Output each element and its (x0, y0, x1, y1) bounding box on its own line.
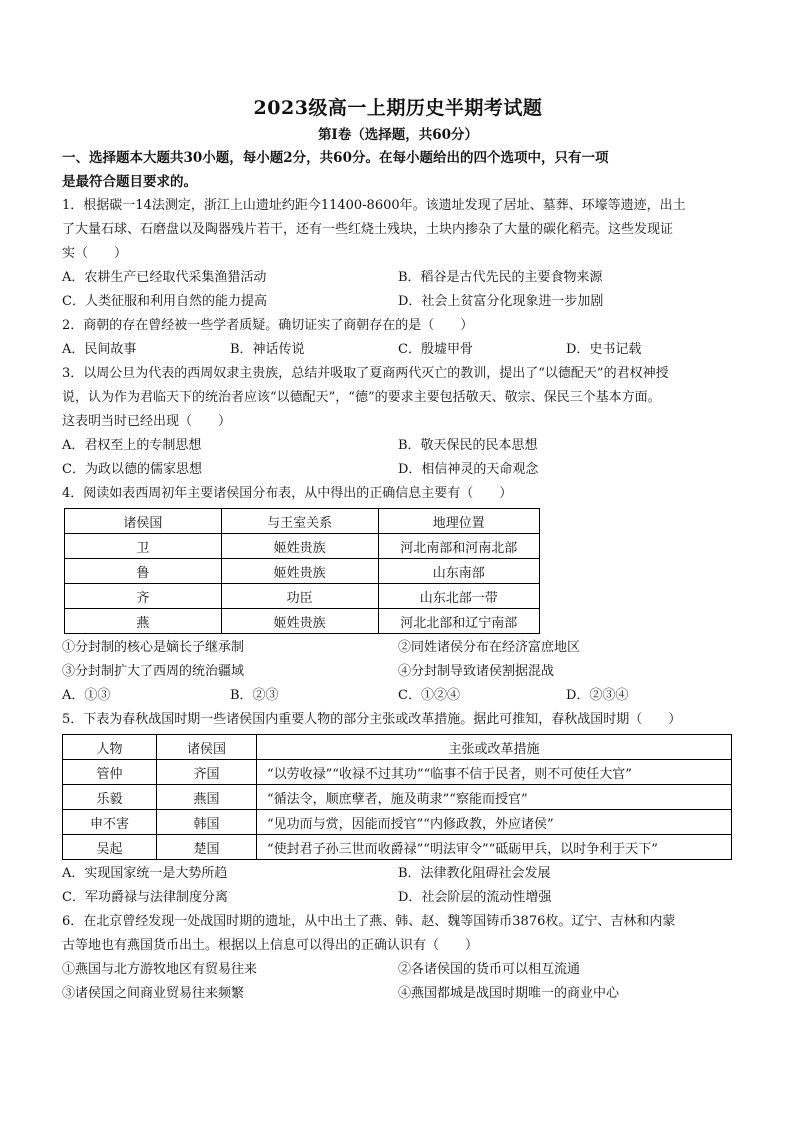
table-cell: 乐毅 (63, 785, 157, 810)
question-4-statements-row-1 (62, 636, 734, 660)
table-cell: 山东南部 (378, 559, 540, 584)
question-1-options-row-1 (62, 266, 734, 290)
table-header-row (63, 735, 732, 760)
question-5-options-row-1 (62, 862, 734, 886)
statement-2: ②各诸侯国的货币可以相互流通 (398, 962, 581, 977)
table-cell: “循法令，顺庶孽者，施及萌隶”“察能而授官” (257, 785, 732, 810)
table-cell: 功臣 (221, 584, 378, 609)
table-row (65, 584, 540, 609)
table-cell: 燕 (65, 609, 222, 634)
table-cell: 鲁 (65, 559, 222, 584)
exam-title: 2023级高一上期历史半期考试题 (253, 97, 543, 119)
table-cell: 山东北部一带 (378, 584, 540, 609)
option-a[interactable]: A．农耕生产已经取代采集渔猎活动 (62, 270, 267, 285)
option-c[interactable]: C．人类征服和利用自然的能力提高 (62, 294, 267, 309)
statement-4: ④燕国都城是战国时期唯一的商业中心 (398, 986, 620, 1001)
question-6-line-1: 6．在北京曾经发现一处战国时期的遗址，从中出土了燕、韩、赵、魏等国铸币3876枚。辽宁、吉林和内蒙 (62, 914, 676, 929)
option-c[interactable]: C．殷墟甲骨 (398, 342, 473, 357)
question-1-options-row-2 (62, 290, 734, 314)
table-header: 人物 (63, 735, 157, 760)
table-cell: “使封君子孙三世而收爵禄”“明法审令”“砥砺甲兵，以时争利于天下” (257, 835, 732, 860)
option-a[interactable]: A．民间故事 (62, 342, 137, 357)
question-3-line-2: 说，认为作为君临天下的统治者应该“以德配天”，“德”的要求主要包括敬天、敬宗、保民三个基本方面。 (62, 390, 661, 405)
option-c[interactable]: C．①②④ (398, 688, 460, 703)
table-cell: 齐 (65, 584, 222, 609)
statement-2: ②同姓诸侯分布在经济富庶地区 (398, 640, 581, 655)
question-6-statements-row-1 (62, 958, 734, 982)
option-d[interactable]: D．社会阶层的流动性增强 (398, 890, 552, 905)
question-1 (62, 194, 734, 266)
question-1-line-2: 了大量石球、石磨盘以及陶器残片若干，还有一些红烧土残块，土块内掺杂了大量的碳化稻壳。这些发现证 (62, 222, 674, 237)
section-1-line-1: 一、选择题本大题共30小题，每小题2分，共60分。在每小题给出的四个选项中，只有一项 (62, 150, 609, 166)
section-1-line-2: 是最符合题目要求的。 (62, 174, 197, 190)
table-cell: 河北北部和辽宁南部 (378, 609, 540, 634)
option-b[interactable]: B．稻谷是古代先民的主要食物来源 (398, 270, 603, 285)
question-6-line-2: 古等地也有燕国货币出土。根据以上信息可以得出的正确认识有（ ） (62, 938, 479, 953)
question-4: 4．阅读如表西周初年主要诸侯国分布表，从中得出的正确信息主要有（ ） (62, 486, 513, 501)
table-row (63, 810, 732, 835)
table-header: 与王室关系 (221, 509, 378, 534)
option-b[interactable]: B．敬天保民的民本思想 (398, 438, 538, 453)
table-header-row (65, 509, 540, 534)
table-cell: 管仲 (63, 760, 157, 785)
exam-subtitle: 第Ⅰ卷（选择题，共60分） (317, 127, 479, 143)
table-row (65, 559, 540, 584)
option-a[interactable]: A．①③ (62, 688, 111, 703)
question-1-line-1: 1．根据碳一14法测定，浙江上山遗址约距今11400-8600年。该遗址发现了居址、墓葬、环壕等遗迹，出土 (62, 198, 686, 213)
table-row (63, 835, 732, 860)
option-a[interactable]: A．君权至上的专制思想 (62, 438, 202, 453)
statement-1: ①燕国与北方游牧地区有贸易往来 (62, 962, 258, 977)
option-b[interactable]: B．②③ (230, 688, 279, 703)
table-row (65, 534, 540, 559)
statement-3: ③诸侯国之间商业贸易往来频繁 (62, 986, 245, 1001)
reform-measures-table (62, 734, 732, 860)
question-3-line-3: 这表明当时已经出现（ ） (62, 414, 232, 429)
question-3-options-row-1 (62, 434, 734, 458)
table-cell: 燕国 (157, 785, 257, 810)
option-c[interactable]: C．为政以德的儒家思想 (62, 462, 202, 477)
option-b[interactable]: B．法律教化阻碍社会发展 (398, 866, 551, 881)
table-row (63, 760, 732, 785)
statement-4: ④分封制导致诸侯割据混战 (398, 664, 555, 679)
table-cell: “以劳收禄”“收禄不过其功”“临事不信于民者，则不可使任大官” (257, 760, 732, 785)
table-cell: 姬姓贵族 (221, 609, 378, 634)
option-b[interactable]: B．神话传说 (230, 342, 305, 357)
table-cell: 卫 (65, 534, 222, 559)
question-3-line-1: 3．以周公旦为代表的西周奴隶主贵族，总结并吸取了夏商两代灭亡的教训，提出了“以德配天”的君权神授 (62, 366, 669, 381)
table-header: 主张或改革措施 (257, 735, 732, 760)
table-row (63, 785, 732, 810)
question-3-options-row-2 (62, 458, 734, 482)
question-6 (62, 910, 734, 958)
question-2-options (62, 338, 734, 362)
table-header: 诸侯国 (65, 509, 222, 534)
question-5: 5．下表为春秋战国时期一些诸侯国内重要人物的部分主张或改革措施。据此可推知，春秋战国时期（ ） (62, 712, 682, 727)
table-cell: 吴起 (63, 835, 157, 860)
option-c[interactable]: C．军功爵禄与法律制度分离 (62, 890, 228, 905)
option-a[interactable]: A．实现国家统一是大势所趋 (62, 866, 228, 881)
feudal-states-table (64, 508, 540, 634)
question-2: 2．商朝的存在曾经被一些学者质疑。确切证实了商朝存在的是（ ） (62, 318, 474, 333)
option-d[interactable]: D．②③④ (566, 688, 629, 703)
option-d[interactable]: D．社会上贫富分化现象进一步加剧 (398, 294, 604, 309)
table-cell: 姬姓贵族 (221, 559, 378, 584)
question-6-statements-row-2 (62, 982, 734, 1006)
statement-3: ③分封制扩大了西周的统治疆域 (62, 664, 245, 679)
table-cell: 韩国 (157, 810, 257, 835)
table-cell: 河北南部和河南北部 (378, 534, 540, 559)
table-cell: 齐国 (157, 760, 257, 785)
table-row (65, 609, 540, 634)
question-4-statements-row-2 (62, 660, 734, 684)
question-5-options-row-2 (62, 886, 734, 910)
table-cell: 楚国 (157, 835, 257, 860)
question-4-options (62, 684, 734, 708)
table-header: 地理位置 (378, 509, 540, 534)
table-header: 诸侯国 (157, 735, 257, 760)
table-cell: 姬姓贵族 (221, 534, 378, 559)
section-1-instruction (62, 146, 734, 194)
table-cell: 申不害 (63, 810, 157, 835)
statement-1: ①分封制的核心是嫡长子继承制 (62, 640, 245, 655)
option-d[interactable]: D．相信神灵的天命观念 (398, 462, 539, 477)
table-cell: “见功而与赏，因能而授官”“内修政教，外应诸侯” (257, 810, 732, 835)
option-d[interactable]: D．史书记载 (566, 342, 642, 357)
question-3 (62, 362, 734, 434)
exam-page (62, 96, 734, 1006)
question-1-line-3: 实（ ） (62, 246, 128, 261)
